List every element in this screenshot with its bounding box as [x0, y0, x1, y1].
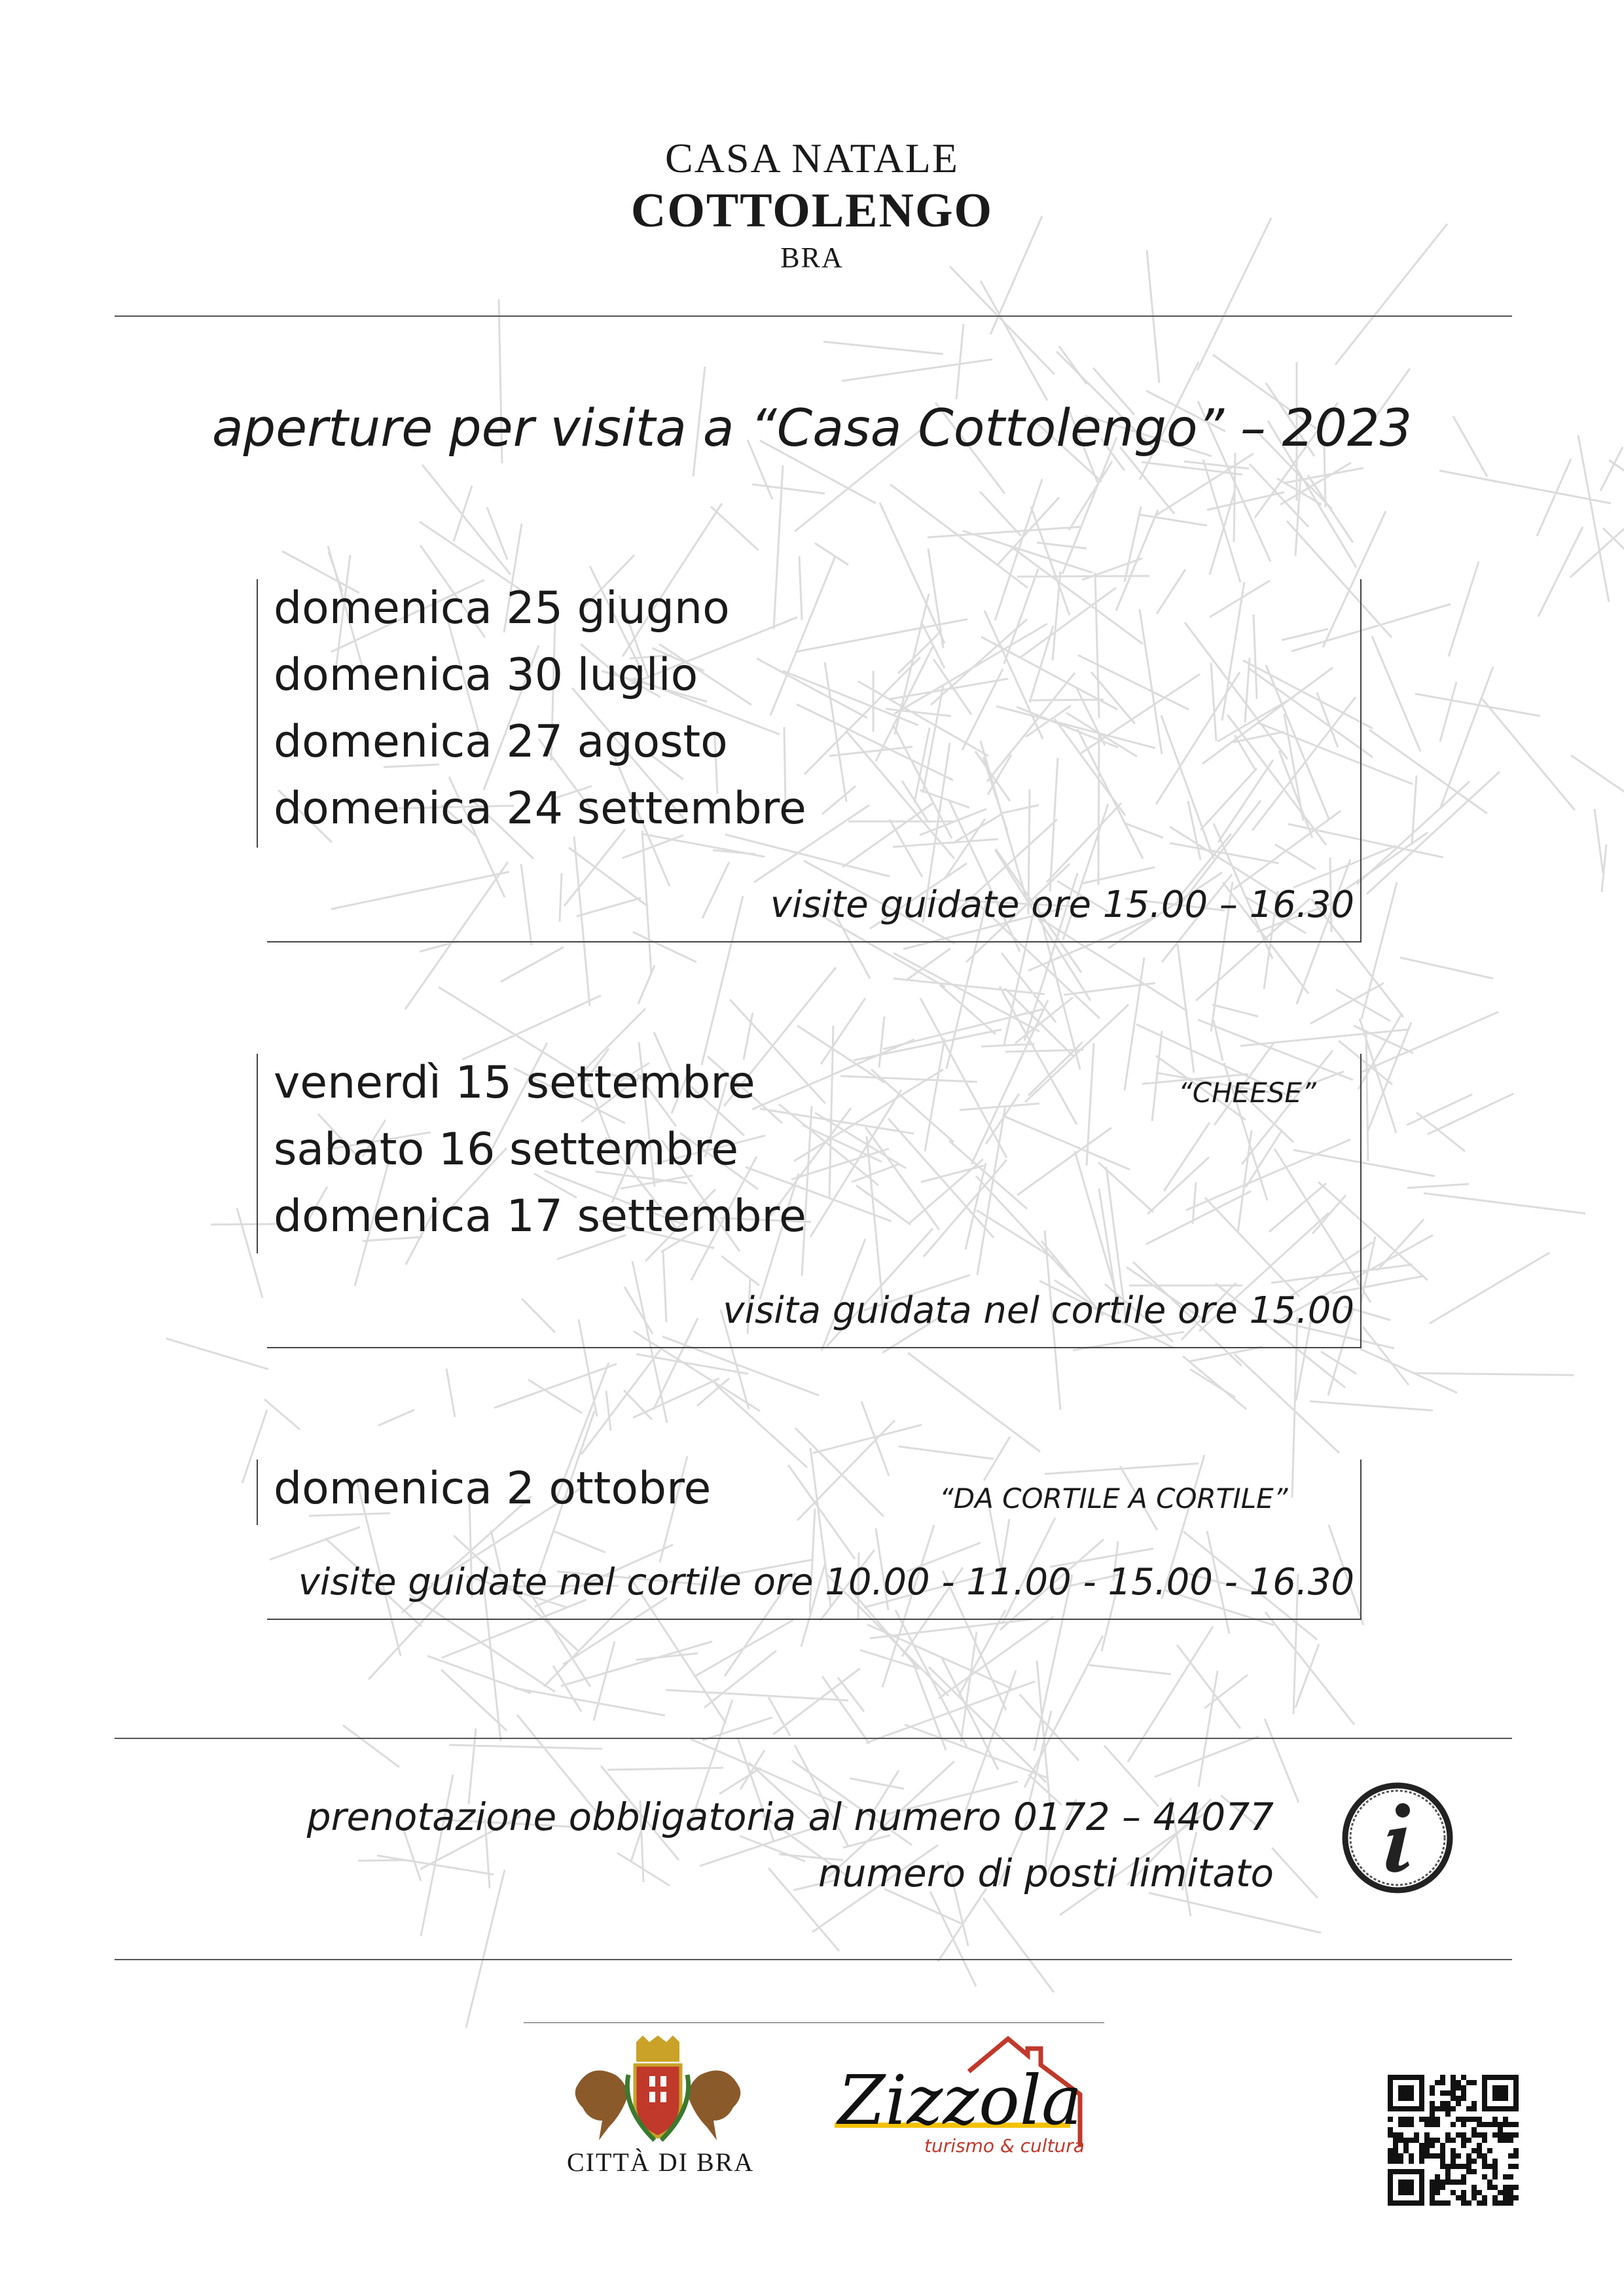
footer-short-divider: [524, 2022, 1104, 2023]
brand-name: Zizzola: [838, 2060, 1082, 2140]
visit-time-note: visita guidata nel cortile ore 15.00: [723, 1289, 1354, 1332]
date-item: domenica 30 luglio: [274, 649, 698, 701]
booking-info: prenotazione obbligatoria al numero 0172 – 44077: [306, 1795, 1274, 1839]
qr-code-icon[interactable]: [1388, 2075, 1519, 2206]
info-divider-top: [115, 1738, 1512, 1739]
info-divider-bottom: [115, 1959, 1512, 1960]
header-line-1: CASA NATALE: [665, 135, 959, 181]
page-title: aperture per visita a “Casa Cottolengo” – 2023: [211, 399, 1413, 458]
visit-time-note: visite guidate ore 15.00 – 16.30: [770, 884, 1354, 926]
date-item: domenica 27 agosto: [274, 716, 728, 768]
visit-time-note: visite guidate nel cortile ore 10.00 - 11.00 - 15.00 - 16.30: [298, 1561, 1354, 1604]
header-line-3: BRA: [780, 242, 844, 274]
header-divider: [115, 315, 1512, 317]
event-tag: “CHEESE”: [1178, 1077, 1316, 1109]
date-item: domenica 17 settembre: [274, 1191, 806, 1242]
header-title: COTTOLENGO: [630, 184, 994, 238]
date-item: domenica 2 ottobre: [274, 1463, 712, 1515]
date-item: domenica 24 settembre: [274, 783, 806, 834]
info-icon: [1339, 1779, 1456, 1897]
brand-subtitle: turismo & cultura: [924, 2135, 1085, 2157]
date-item: domenica 25 giugno: [274, 583, 730, 634]
sketch-strokes: [166, 216, 1624, 2028]
date-item: sabato 16 settembre: [274, 1124, 739, 1175]
date-item: venerdì 15 settembre: [274, 1057, 755, 1109]
city-logo-text: CITTÀ DI BRA: [567, 2147, 755, 2177]
city-of-bra-crest-icon: [563, 2036, 753, 2147]
event-tag: “DA CORTILE A CORTILE”: [939, 1482, 1288, 1515]
limited-seats-info: numero di posti limitato: [818, 1851, 1274, 1895]
